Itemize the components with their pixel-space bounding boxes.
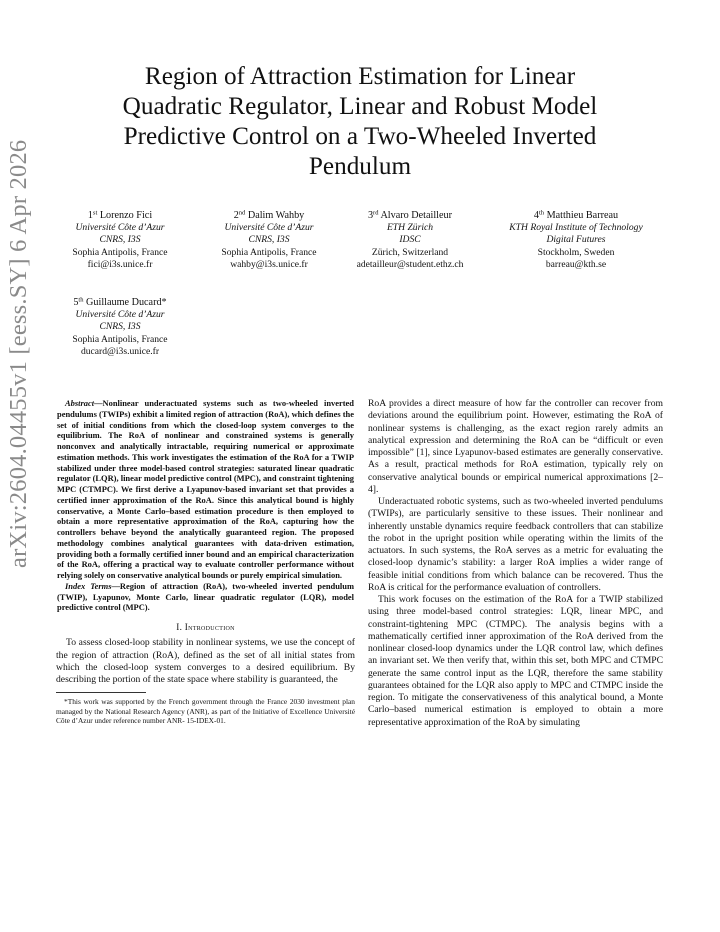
abstract-text: —Nonlinear underactuated systems such as two-wheeled inverted pendulums (TWIPs) exhibit a limited region of attraction (RoA), which defines the set of initial conditions from which the closed-loop system converges to the equilibrium. The RoA of nonlinear and constrained systems is generally nonconvex and analytically intractable, requiring numerical or approximate estimation methods. This work investigates the estimation of the RoA for a TWIP stabilized under three model-based control strategies: saturated linear quadratic regulator (LQR), linear model predictive control (MPC), and constraint tightening MPC (CTMPC). We first derive a Lyapunov-based invariant set that provides a certified inner approximation of the RoA. Since this analytical bound is highly conservative, a Monte Carlo–based estimation procedure is then employed to obtain a more representative approximation of the RoA, capturing how the controllers behave beyond the analytically guaranteed region. The proposed methodology combines analytical guarantees with data-driven estimation, providing both a formally certified inner bound and an empirical characterization of the RoA, offering a practical way to evaluate controller performance without relying solely on conservative analytical bounds or purely empirical simulation. [57,398,354,580]
arxiv-stamp: arXiv:2604.04455v1 [eess.SY] 6 Apr 2026 [5,139,32,568]
body-paragraph: Underactuated robotic systems, such as two-wheeled inverted pendulums (TWIPs), are particularly sensitive to these issues. Their nonlinear and inherently unstable dynamics require feedback controllers that can stabilize the robot in the upright position while operating within the limits of the actuators. In such systems, the RoA serves as a metric for evaluating the closed-loop dynamic’s stability: a larger RoA implies a wider range of feasible initial conditions from which balance can be recovered. Thus the RoA is critical for the performance evaluation of controllers. [368,496,663,593]
abstract-label: Abstract [65,398,95,408]
left-column [56,398,355,725]
abstract [56,398,355,613]
index-terms-text: —Region of attraction (RoA), two-wheeled inverted pendulum (TWIP), Lyapunov, Monte Carlo, linear quadratic regulator (LQR), model predictive control (MPC). [57,580,354,613]
author-affiliation: CNRS, I3S [99,234,141,246]
section-numeral: I. [176,622,183,632]
title-line: Predictive Control on a Two-Wheeled Inverted [123,123,597,150]
section-heading [56,621,355,633]
title-line: Region of Attraction Estimation for Linear [144,63,576,90]
intro-paragraph: To assess closed-loop stability in nonlinear systems, we use the concept of the region of attraction (RoA), defined as the set of all initial states from which the closed-loop system converges to a desired equilibrium. By describing the portion of the state space where stability is guaranteed, the [56,637,355,685]
footnote-divider [56,692,146,693]
section-title: Introduction [184,622,235,632]
author-city: Sophia Antipolis, France [72,246,168,258]
author-email: fici@i3s.unice.fr [87,258,153,270]
author-block [204,210,334,271]
author-affiliation: IDSC [399,234,421,246]
paper-title [60,62,660,182]
author-email: barreau@kth.se [545,258,607,270]
author-city: Zürich, Switzerland [371,246,449,258]
right-column [368,398,663,729]
author-affiliation: Université Côte d’Azur [75,222,165,234]
author-name: 4th Matthieu Barreau [533,209,619,221]
author-name: 1st Lorenzo Fici [87,209,153,221]
author-block [340,210,480,271]
author-affiliation: Digital Futures [546,234,606,246]
author-block [55,210,185,271]
author-affiliation: KTH Royal Institute of Technology [509,222,643,234]
title-line: Quadratic Regulator, Linear and Robust Model [122,93,598,120]
author-city: Sophia Antipolis, France [72,333,168,345]
author-affiliation: Université Côte d’Azur [75,309,165,321]
author-city: Sophia Antipolis, France [221,246,317,258]
index-terms-label: Index Terms [65,580,112,591]
author-email: adetailleur@student.ethz.ch [356,258,464,270]
author-name: 5th Guillaume Ducard* [73,296,167,308]
author-affiliation: CNRS, I3S [99,321,141,333]
author-name: 3rd Alvaro Detailleur [367,209,453,221]
author-affiliation: Université Côte d’Azur [224,222,314,234]
body-paragraph: This work focuses on the estimation of the RoA for a TWIP stabilized using three model-based control strategies: LQR, linear MPC, and constraint-tightening MPC (CTMPC). The analysis begins with a mathematically certified inner approximation of the RoA derived from the nonlinear closed-loop dynamics under the LQR control law, which defines an invariant set. We then verify that, within this set, both MPC and CTMPC generate the same control input as the LQR, therefore the same stability guarantees obtained for the LQR also apply to MPC and CTMPC inside the region. To mitigate the conservativeness of this analytical bound, a Monte Carlo–based numerical estimation is employed to obtain a more representative approximation of the RoA by simulating [368,594,663,728]
author-affiliation: CNRS, I3S [248,234,290,246]
body-paragraph: RoA provides a direct measure of how far the controller can recover from deviations around the equilibrium point. However, estimating the RoA of nonlinear systems is challenging, as the exact region rarely admits an analytical expression and determining the RoA can be “difficult or even impossible” [1], since Lyapunov-based estimates are generally conservative. As a result, practical methods for RoA estimation, typically rely on conservative analytical bounds or empirical numerical approximations [2–4]. [368,398,663,495]
title-line: Pendulum [308,153,412,180]
author-block [55,297,185,358]
index-terms [57,581,354,613]
author-affiliation: ETH Zürich [386,222,434,234]
author-email: wahby@i3s.unice.fr [230,258,308,270]
author-city: Stockholm, Sweden [537,246,615,258]
footnote: *This work was supported by the French government through the France 2030 investment plan managed by the National Research Agency (ANR), as part of the Initiative of Excellence Université Côte d’Azur under reference number ANR- 15-IDEX-01. [56,697,355,725]
author-email: ducard@i3s.unice.fr [80,345,160,357]
author-block [487,210,665,271]
abstract-paragraph [57,398,354,581]
author-name: 2nd Dalim Wahby [233,209,305,221]
